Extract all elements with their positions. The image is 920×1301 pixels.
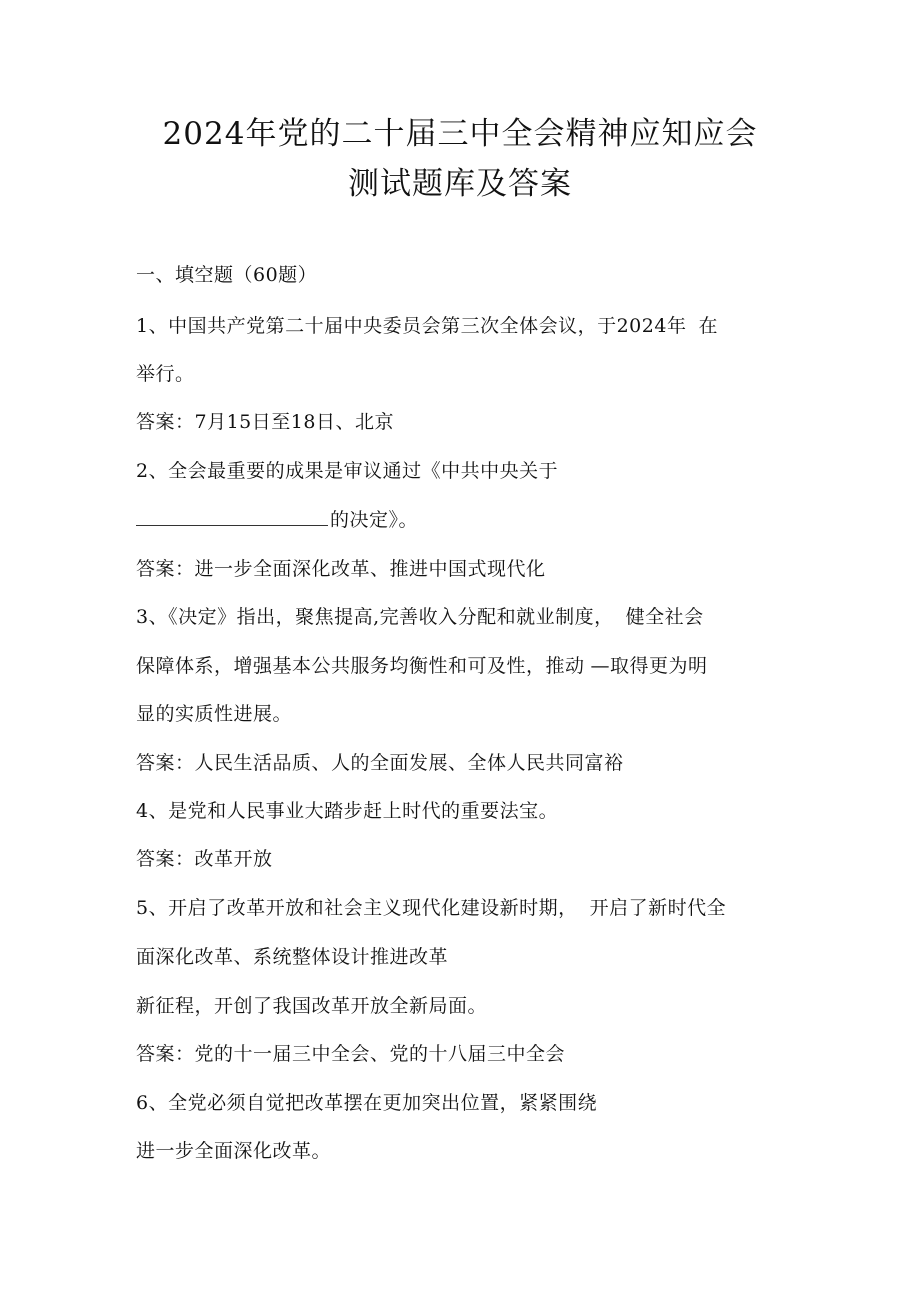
question-3-text-b: 健全社会	[625, 606, 704, 628]
document-title-line-2: 测试题库及答案	[348, 166, 572, 202]
question-3-text-d: —取得更为明	[590, 655, 708, 677]
question-3-line-3: 显的实质性进展。	[136, 703, 293, 725]
answer-1: 答案：7月15日至18日、北京	[136, 411, 394, 433]
answer-5: 答案：党的十一届三中全会、党的十八届三中全会	[136, 1043, 566, 1065]
question-5-line-1	[136, 895, 726, 921]
question-2-text-b: 的决定》。	[330, 509, 419, 531]
question-5-text-b: 开启了新时代全	[589, 897, 727, 919]
question-2-line-1: 2、全会最重要的成果是审议通过《中共中央关于	[136, 460, 559, 482]
question-5-text-a: 5、开启了改革开放和社会主义现代化建设新时期，	[136, 897, 578, 919]
question-3-line-2	[136, 653, 708, 679]
answer-2: 答案：进一步全面深化改革、推进中国式现代化	[136, 558, 546, 580]
question-2-line-2	[136, 507, 418, 533]
question-6-line-1: 6、全党必须自觉把改革摆在更加突出位置，紧紧围绕	[136, 1092, 598, 1114]
question-3-line-1	[136, 604, 704, 630]
document-title-line-1: 2024年党的二十届三中全会精神应知应会	[162, 116, 758, 152]
question-1-text-a: 1、中国共产党第二十届中央委员会第三次全体会议，于2024年	[136, 315, 687, 337]
question-5-line-2: 面深化改革、系统整体设计推进改革	[136, 946, 449, 968]
answer-4: 答案：改革开放	[136, 848, 273, 870]
question-1-line-2: 举行。	[136, 363, 195, 385]
fill-in-blank	[136, 507, 328, 526]
question-4-line-1: 4、是党和人民事业大踏步赶上时代的重要法宝。	[136, 800, 559, 822]
question-3-text-a: 3、《决定》指出，聚焦提高,完善收入分配和就业制度，	[136, 606, 614, 628]
question-1-text-b: 在	[698, 315, 718, 337]
section-heading: 一、填空题（60题）	[136, 264, 318, 286]
question-1-line-1	[136, 313, 718, 339]
question-6-line-2: 进一步全面深化改革。	[136, 1140, 332, 1162]
question-5-line-3: 新征程，开创了我国改革开放全新局面。	[136, 995, 488, 1017]
answer-3: 答案：人民生活品质、人的全面发展、全体人民共同富裕	[136, 752, 624, 774]
question-3-text-c: 保障体系，增强基本公共服务均衡性和可及性，推动	[136, 655, 585, 677]
